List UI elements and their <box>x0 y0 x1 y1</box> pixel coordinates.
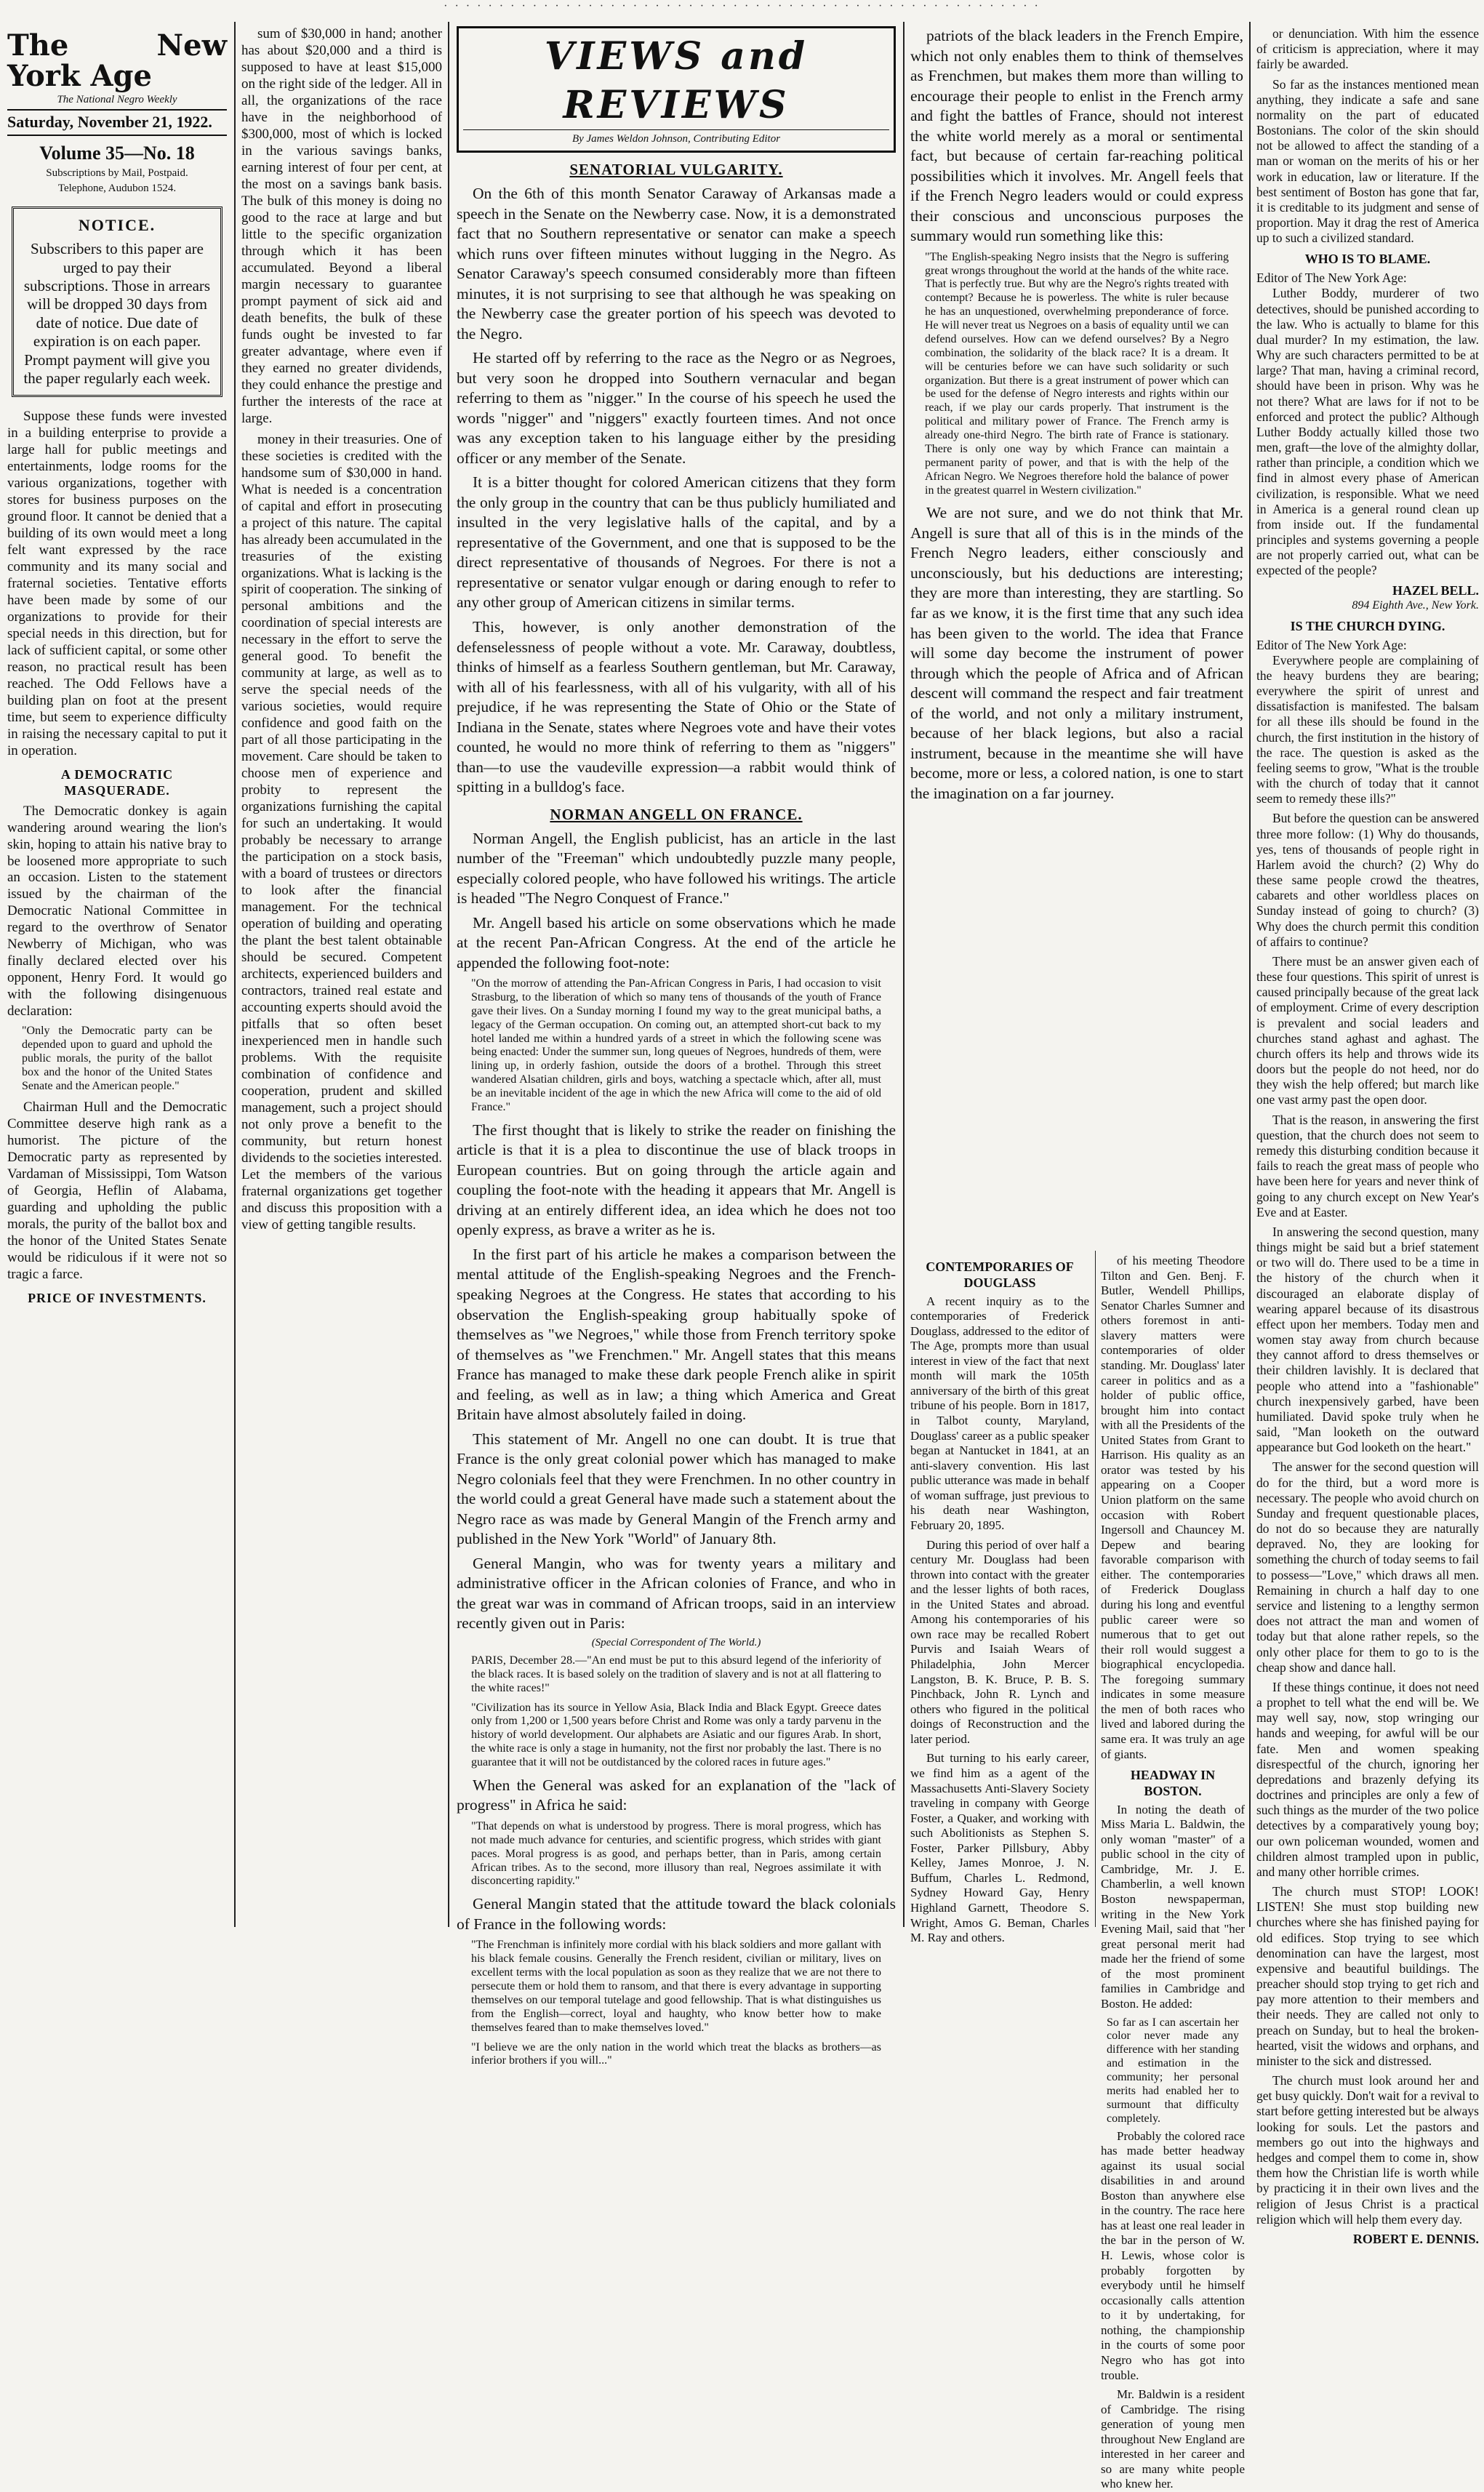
letter-signature: HAZEL BELL. <box>1392 582 1479 598</box>
article-text: So far as the instances mentioned mean anything, they indicate a safe and sane normality on the part of educated Bostonians. The color of the skin should not be allowed to affect the standing of a man or woman on the merits of his or her work in education, law or literature. If the best sentiment of Boston has gone that far, it is creditable to its judgment and sense of proportion. May it drag the rest of America up to such a civilized standard. <box>1256 76 1479 246</box>
editorial-text: Mr. Angell based his article on some observations which he made at the recent Pan-African Congress. At the end of the article he appended the following foot-note: <box>457 913 896 971</box>
article-text: But turning to his early career, we find him as a agent of the Massachusetts Anti-Slavery Society traveling in company with George Foster, a Quaker, and working with such Abolitionists as Stephen S. Foster, Parker Pillsbury, Abby Kelley, James Monroe, J. N. Buffum, Charles L. Redmond, Sydney Howard Gay, Henry Highland Garnett, Theodore S. Wright, Amos G. Beman, Charles M. Ray and others. <box>910 1751 1089 1945</box>
letter-text: That is the reason, in answering the first question, that the church does not seem to remedy this disturbing condition because it fails to reach the great mass of people who have been here for years and never think of going to any church except on New Year's Eve and at Easter. <box>1256 1112 1479 1219</box>
masthead-subscriptions: Subscriptions by Mail, Postpaid. <box>46 167 188 180</box>
article-heading: PRICE OF INVESTMENTS. <box>28 1290 206 1305</box>
page-header-band: · · · · · · · · · · · · · · · · · · · · · · · · · · · · · · · · · · · · · · · · · · · · · · · · · · · · · · <box>444 0 1040 12</box>
article-text: Mr. Baldwin is a resident of Cambridge. The rising generation of young men throughout New England are interested in her career and so are many white people who knew her. <box>1101 2387 1245 2491</box>
editorial-heading: NORMAN ANGELL ON FRANCE. <box>550 805 803 823</box>
article-text: money in their treasuries. One of these societies is credited with the handsome sum of $30,000 in hand. What is needed is a concentration of capital and effort in prosecuting a project of this nature. The capital has already been accumulated in the treasuries of the existing organizations. What is lacking is the spirit of cooperation. The sinking of personal ambitions and the coordination of special interests are necessary in the effort to serve the general good. To benefit the community at large, as well as to serve the special needs of the various societies, would require confidence and good faith on the part of all those participating in the movement. Care should be taken to choose men of experience and probity to represent the organizations furnishing the capital for such an undertaking. It would probably be necessary to arrange the participation on a stock basis, with a board of trustees or directors to look after the financial management. For the technical operation of building and operating the plant the best talent obtainable should be secured. Competent architects, experienced builders and contractors, trained real estate and accounting experts should avoid the pitfalls that so often beset inexperienced men in handle such problems. With the requisite combination of confidence and cooperation, prudent and skilled management, such a project should not only prove a benefit to the community, but return honest dividends to the societies interested. Let the members of the various fraternal organizations get together and discuss this proposition with a view of getting tangible results. <box>241 431 442 1233</box>
letter-text: Luther Boddy, murderer of two detectives, should be punished according to the law. Who is actually to blame for this dual murder? In my estimation, the law. Why are such characters permitted to be at large? That man, having a criminal record, should have been in prison. Why was he not there? What are laws for if not to be enforced and protect the public? Although Luther Boddy actually killed those two men, graft—the love of the almighty dollar, rather than principle, a condition which we find in almost every phase of American civilization, is responsible. What we need in America is a general round clean up from inside out. If the fundamental principles and systems governing a people are not properly carried out, what can be expected of the people? <box>1256 286 1479 578</box>
column-two <box>241 26 442 1931</box>
views-byline: By James Weldon Johnson, Contributing Editor <box>463 129 889 146</box>
letter-salutation: Editor of The New York Age: <box>1256 271 1407 286</box>
column-rule <box>234 22 236 1927</box>
masthead-telephone: Telephone, Audubon 1524. <box>57 183 177 195</box>
editorial-text: patriots of the black leaders in the French Empire, which not only enables them to think of themselves as Frenchmen, but makes them more than willing to encourage their people to enlist in the French army and fight the battles of France, should not interest the white world merely as a moral or sentimental fact, but because of certain far-reaching political possibilities which it involves. Mr. Angell feels that if the French Negro leaders would or could express their conscious and unconscious purposes the summary would run something like this: <box>910 27 1243 245</box>
letter-text: The answer for the second question will do for the third, but a word more is necessary. The people who avoid church on Sunday and frequent questionable places, do not do so because they are naturally depraved. No, they are looking for something the church of today seems to fail to possess—"Love," which draws all men. Remaining in church a half day to one service and listening to a lengthy sermon does not attract the man and women of today but that alone rather repels, so the only other place for them to go to is the cheap show and dance hall. <box>1256 1459 1479 1675</box>
editorial-text: We are not sure, and we do not think that Mr. Angell is sure that all of this is in the minds of the French Negro leaders, either consciously and unconsciously, but his deductions are interesting; they are more than interesting, they are startling. So far as we know, it is the first time that any such idea has been given to the world. The idea that France will some day become the instrument of power through which the people of Africa and of African descent will command the respect and fair treatment of the world, and not only a military instrument, because of her black legions, but also a racial instrument, because in the meantime she will have become, more or less, a colored nation, is one to start the imagination on a far journey. <box>910 504 1243 802</box>
editorial-quote: "The Frenchman is infinitely more cordial with his black soldiers and more gallant with his black female cousins. Generally the French resident, civilian or military, lives on excellent terms with the local population as soon as they realize that we are not there to persecute them or hold them to ransom, and that there is every advantage in supporting themselves on our temporal tutelage and good fellowship. That is what distinguishes us from the English—correct, loyal and haughty, who know better how to make themselves feared than to make themselves loved." <box>471 1939 881 2034</box>
masthead-volume: Volume 35—No. 18 <box>39 142 195 164</box>
editorial-text: General Mangin, who was for twenty years a military and administrative officer in the African colonies of France, and who in the great war was in command of African troops, said in an interview recently given out in Paris: <box>457 1554 896 1632</box>
letter-heading: IS THE CHURCH DYING. <box>1290 618 1445 633</box>
letter-signature: ROBERT E. DENNIS. <box>1352 2231 1479 2246</box>
column-masthead <box>7 26 227 1931</box>
column-rule <box>1249 22 1251 1927</box>
masthead-date: Saturday, November 21, 1922. <box>7 109 227 136</box>
article-text: The Democratic donkey is again wandering around wearing the lion's skin, hoping to attain his native bray to be loosened more appropriate to such an occasion. Listen to the statement issued by the chairman of the Democratic National Committee in regard to the overthrow of Senator Newberry of Michigan, who was finally declared elected over his opponent, Henry Ford. It would go with the following disingenuous declaration: <box>7 803 227 1019</box>
editorial-quote: "The English-speaking Negro insists that the Negro is suffering great wrongs throughout the world at the hands of the white race. That is perfectly true. But why are the Negro's rights treated with contempt? Because he is powerless. The white is ruler because he has an unquestioned, overwhelming preponderance of force. He will never treat us Negroes on a basis of equality until we can defend ourselves. How can we defend ourselves? By a Negro combination, the solidarity of the black race? It is a dream. It will be centuries before we can have such solidarity or such organization. But there is a great instrument of power which can be used for the defense of Negro interests and rights within our reach, if we play our cards properly. That instrument is the political and military power of France. The French army is already one-third Negro. The birth rate of France is stationary. There is only one way by which France can maintain a permanent parity of power, and that is with the help of the African Negro. We Negroes therefore hold the balance of power in the greatest quarrel in Western civilization." <box>925 250 1229 497</box>
letter-text: The church must look around her and get busy quickly. Don't wait for a revival to start before getting interested but be always looking for souls. Let the pastors and members go out into the highways and hedges and compel them to come in, show them how the Christian life is worth while by practicing it in their own lives and the religion of Jesus Christ is a practical religion which will help them every day. <box>1256 2073 1479 2227</box>
masthead-subtitle: The National Negro Weekly <box>57 94 177 105</box>
article-text: During this period of over half a century Mr. Douglass had been thrown into contact with the greater and the lesser lights of both races, in the United States and abroad. Among his contemporaries of his own race may be recalled Robert Purvis and Isaiah Wears of Philadelphia, John Mercer Langston, B. K. Bruce, P. B. S. Pinchback, John R. Lynch and others who figured in the political doings of Reconstruction and the later period. <box>910 1537 1089 1746</box>
column-rule <box>448 22 449 1927</box>
editorial-text: This statement of Mr. Angell no one can doubt. It is true that France is the only great colonial power which has managed to make Negro colonials feel that they were Frenchmen. In no other country in the world could a great General have made such a statement about the Negro race as was made by General Mangin of the French army and published in the New York "World" of January 8th. <box>457 1430 896 1548</box>
editorial-quote: PARIS, December 28.—"An end must be put to this absurd legend of the inferiority of the black races. It is based solely on the tradition of slavery and is not at all flattering to the white races!" <box>471 1654 881 1694</box>
article-quote: So far as I can ascertain her color never made any difference with her standing and estimation in the community; her personal merits had enabled her to surmount that difficulty completely. <box>1107 2016 1239 2125</box>
article-quote: "Only the Democratic party can be depended upon to guard and uphold the public morals, the purity of the ballot box and the honor of the United States Senate and the American people." <box>22 1025 212 1092</box>
article-text: Suppose these funds were invested in a building enterprise to provide a large hall for public meetings and entertainments, lodge rooms for the various organizations, together with stores for business purposes on the ground floor. It cannot be denied that a building of its own would meet a long felt want expressed by the race community and its many social and fraternal societies. Tentative efforts have been made by some of our organizations to provide for their special needs in this direction, but for lack of sufficient capital, or some other reason, no practical result has been reached. The Odd Fellows have a building plan on foot at the present time, but seem to experience difficulty in raising the necessary capital to put it in operation. <box>7 409 227 759</box>
views-header <box>457 26 896 153</box>
column-views-and-reviews <box>457 26 896 2067</box>
editorial-text: In the first part of his article he makes a comparison between the mental attitude of the English-speaking Negroes and the French-speaking Negroes at the Congress. He states that according to his observation the English-speaking group habitually spoke of themselves as "we Negroes," while those from French territory spoke of themselves as "we Frenchmen." Mr. Angell states that this means France has managed to make these dark people French alike in spirit and feeling, as well as in law; a thing which America and Great Britain have almost absolutely failed in doing. <box>457 1245 896 1424</box>
column-four-top <box>910 26 1243 1237</box>
article-text: or denunciation. With him the essence of criticism is appreciation, where it may fairly be awarded. <box>1256 26 1479 72</box>
letter-text: In answering the second question, many things might be said but a brief statement or two will do. There used to be a time in the history of the church when it discouraged an elaborate display of wearing apparel because of its disastrous effect upon her members. Today men and women stay away from church because they cannot afford to dress themselves or their children lavishly. It is declared that people who attend into a "fashionable" church inexpensively garbed, have been humiliated. David spoke truly when he said, "Man looketh on the outward appearance but God looketh on the heart." <box>1256 1224 1479 1455</box>
column-rule <box>903 22 905 1927</box>
world-credit: (Special Correspondent of The World.) <box>591 1636 761 1648</box>
letter-text: But before the question can be answered three more follow: (1) Why do thousands, yes, tens of thousands of people right in Harlem avoid the church? (2) Why do these same people crowd the theatres, cabarets and other worldless places on Sunday instead of going to church? (3) Why does the church permit this condition of affairs to continue? <box>1256 811 1479 949</box>
editorial-quote: "Civilization has its source in Yellow Asia, Black India and Black Egypt. Greece dates only from 1,200 or 1,500 years before Christ and Rome was only a tardy parvenu in the history of world development. Our alphabets are Asiatic and our figures Arab. In short, the white race is only a stage in humanity, not the first nor probably the last. There is no guarantee that it will not be outdistanced by the colored races in future ages." <box>471 1701 881 1769</box>
editorial-text: Norman Angell, the English publicist, has an article in the last number of the "Freeman" which undoubtedly puzzle many people, especially colored people, who have followed his writings. The article is headed "The Negro Conquest of France." <box>457 829 896 908</box>
article-text: of his meeting Theodore Tilton and Gen. Benj. F. Butler, Wendell Phillips, Senator Charles Sumner and others foremost in anti-slavery matters were contemporaries of older standing. Mr. Douglass' later career in politics and as a holder of public office, brought him into contact with all the Presidents of the United States from Grant to Harrison. His quality as an orator was tested by his appearing on a Cooper Union platform on the same occasion with Robert Ingersoll and Chauncey M. Depew and bearing favorable comparison with either. The contemporaries of Frederick Douglass during his long and eventful public career were so numerous that to get out their roll would suggest a biographical encyclopedia. The foregoing summary indicates in some measure the men of both races who lived and labored during the same era. It was truly an age of giants. <box>1101 1254 1245 1761</box>
article-text: sum of $30,000 in hand; another has about $20,000 and a third is supposed to have at least $15,000 on the right side of the ledger. All in all, the organizations of the race have in the neighborhood of $300,000, most of which is locked in the various savings banks, earning interest of four per cent, at the most on a savings bank basis. The bulk of this money is doing no good to the race at large and but little to the specific organization through which it has been accumulated. Beyond a liberal margin necessary to guarantee prompt payment of sick aid and death benefits, the bulk of these funds ought be invested to far greater advantage, where even if they earned no greater dividends, they could enhance the prestige and further the interests of the race at large. <box>241 26 442 426</box>
letter-text: The church must STOP! LOOK! LISTEN! She must stop building new churches where she has finished paying for old edifices. Stop trying to see which denomination can have the largest, most expensive and beautiful buildings. The preacher should stop trying to get rich and pay more attention to their members and their needs. They are called not only to preach on Sunday, but to heal the broken-hearted, visit the widows and orphans, and minister to the sick and distressed. <box>1256 1884 1479 2068</box>
column-four-bottom-right <box>1101 1254 1245 2491</box>
editorial-text: It is a bitter thought for colored American citizens that they form the only group in the country that can be thus publicly humiliated and insulted in the very legislative halls of the capital, and by a representative of the Government, and one that is supposed to be the direct representative of thousands of Negroes. For there is not a representative or senator vulgar enough or daring enough to refer to any other group of American citizens in similar terms. <box>457 473 896 612</box>
letter-text: There must be an answer given each of these four questions. This spirit of unrest is caused principally because of the great lack of employment. Crime of every description is prevalent and social leaders and churches stand aghast and aghast. The church offers its help and throws wide its doors but the people do not heed, nor do they wish the help offered; but march like one vast army past the open door. <box>1256 953 1479 1107</box>
notice-body: Subscribers to this paper are urged to pay their subscriptions. Those in arrears will be dropped 30 days from date of notice. Due date of expiration is on each paper. Prompt payment will give you the paper regularly each week. <box>23 240 211 387</box>
article-heading: HEADWAY IN BOSTON. <box>1130 1768 1216 1798</box>
editorial-heading: SENATORIAL VULGARITY. <box>569 161 783 179</box>
masthead-title: The New York Age <box>7 28 227 93</box>
letter-text: Everywhere people are complaining of the heavy burdens they are bearing; everywhere the spirit of unrest and dissatisfaction is manifested. The balsam for all these ills should be found in the church, the first institution in the history of the race. The question is asked as the feeling seems to grow, "What is the trouble with the church of today that it cannot seem to remedy these ills?" <box>1256 652 1479 806</box>
article-text: A recent inquiry as to the contemporaries of Frederick Douglass, addressed to the editor of The Age, prompts more than usual interest in view of the fact that next month will mark the 105th anniversary of the birth of this great tribune of his people. Born in 1817, in Talbot county, Maryland, Douglass' career as a public speaker began at Nantucket in 1841, at an anti-slavery convention. His last public utterance was made in behalf of woman suffrage, just previous to his death near Washington, February 20, 1895. <box>910 1294 1089 1532</box>
notice-heading: NOTICE. <box>78 216 156 235</box>
article-text: In noting the death of Miss Maria L. Baldwin, the only woman "master" of a public school in the city of Cambridge, Mr. J. E. Chamberlin, a well known Boston newspaperman, writing in the New York Evening Mail, said that "her great personal merit had made her the friend of some of the most prominent families in Cambridge and Boston. He added: <box>1101 1802 1245 2011</box>
letter-address: 894 Eighth Ave., New York. <box>1352 599 1479 612</box>
letter-text: If these things continue, it does not need a prophet to tell what the end will be. We may well say, now, stop wringing our hands and weeping, for awful will be our fate. Men and women speaking disrespectful of the church, ignoring her depredations and brazenly defying its doctrines and principles are only a few of such things as the murder of the two police detectives by a comparatively young boy; our own policeman wounded, women and children almost trampled upon in public, and many other horrible crimes. <box>1256 1679 1479 1879</box>
letter-heading: WHO IS TO BLAME. <box>1304 252 1431 267</box>
column-rule <box>1095 1251 1096 1927</box>
article-text: Chairman Hull and the Democratic Committee deserve high rank as a humorist. The picture of the Democratic party as represented by Vardaman of Mississippi, Tom Watson of Georgia, Heflin of Alabama, guarding and upholding the public morals, the purity of the ballot box and the honor of the United States Senate would be ridiculous if it were not so tragic a farce. <box>7 1099 227 1282</box>
article-heading: A DEMOCRATIC MASQUERADE. <box>60 767 174 798</box>
article-heading: CONTEMPORARIES OF DOUGLASS <box>926 1259 1074 1290</box>
letter-salutation: Editor of The New York Age: <box>1256 637 1407 652</box>
editorial-text: On the 6th of this month Senator Caraway of Arkansas made a speech in the Senate on the Newberry case. Now, it is a demonstrated fact that no Southern representative or senator can make a speech which runs over fifteen minutes without lugging in the Negro. As Senator Caraway's speech consumed considerably more than fifteen minutes, it is not surprising to see that although he was speaking on the Newberry case the greater portion of his speech was devoted to the Negro. <box>457 185 896 342</box>
editorial-text: General Mangin stated that the attitude toward the black colonials of France in the following words: <box>457 1895 896 1933</box>
editorial-text: When the General was asked for an explanation of the "lack of progress" in Africa he said: <box>457 1776 896 1814</box>
editorial-quote: "On the morrow of attending the Pan-African Congress in Paris, I had occasion to visit Strasburg, to the liberation of which so many tens of thousands of the youth of France gave their lives. On a Sunday morning I found my way to the great municipal baths, a legacy of the German occupation. On coming out, an attempted short-cut back to my hotel landed me within a hundred yards of a street in which the following scene was being enacted: Under the summer sun, long queues of Negroes, hundreds of them, were lining up, in orderly fashion, outside the doors of a brothel. Through this street wandered Alsatian children, girls and boys, watching a spectacle which, after all, must be an inevitable incident of the age in which the new Africa will come to the aid of old France." <box>471 977 881 1113</box>
notice-box <box>12 207 222 397</box>
editorial-quote: "I believe we are the only nation in the world which treat the blacks as brothers—as inferior brothers if you will..." <box>471 2040 881 2067</box>
views-title: VIEWS and REVIEWS <box>544 34 809 127</box>
editorial-text: The first thought that is likely to strike the reader on finishing the article is that it is a plea to discontinue the use of black troops in European countries. But on going through the article again and coupling the foot-note with the heading it appears that Mr. Angell is driving at an entirely different idea, an idea which he does not too openly express, as brave a writer as he is. <box>457 1121 896 1239</box>
editorial-quote: "That depends on what is understood by progress. There is moral progress, which has not made much advance for centuries, and scientific progress, which strides with giant paces. Moral progress is as good, and perhaps better, than in Paris, among certain African tribes. As to the second, more illusory than real, Negroes assimilate it with disconcerting rapidity." <box>471 1819 881 1888</box>
column-letters <box>1256 26 1479 2246</box>
article-text: Probably the colored race has made better headway against its usual social disabilities in and around Boston than anywhere else in the country. The race here has at least one real leader in the bar in the person of W. H. Lewis, whose color is probably forgotten by everybody until he himself occasionally calls attention to it by undertaking, for nothing, the championship in the courts of some poor Negro who has got into trouble. <box>1101 2128 1245 2382</box>
editorial-text: This, however, is only another demonstration of the defenselessness of people without a vote. Mr. Caraway, doubtless, thinks of himself as a fearless Southern gentleman, but Mr. Caraway, with all of his fearlessness, with all of his vulgarity, with all of his prejudice, if he was representing the State of Ohio or the State of Indiana in the Senate, states where Negroes vote and have their votes counted, he would no more think of referring to them as "niggers" than—to use the vaudeville expression—a rabbit would think of spitting in a bulldog's face. <box>457 617 896 796</box>
column-four-bottom-left <box>910 1254 1089 1945</box>
editorial-text: He started off by referring to the race as the Negro or as Negroes, but very soon he dropped into Southern vernacular and began referring to them as "nigger." In the course of his speech he used the words "nigger" and "niggers" exactly fourteen times. And not once was any exception taken to his language either by the presiding officer or any member of the Senate. <box>457 349 896 467</box>
